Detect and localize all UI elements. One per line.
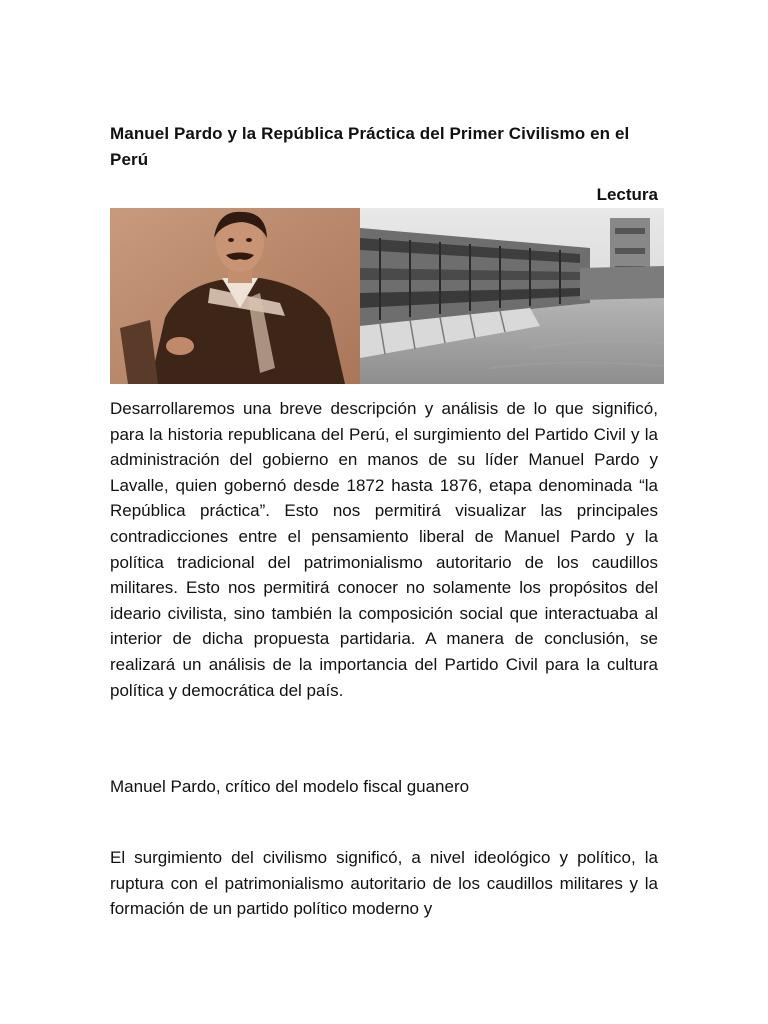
document-title: Manuel Pardo y la República Práctica del Primer Civilismo en el Perú bbox=[110, 124, 630, 169]
header-image-collage bbox=[110, 208, 664, 384]
paragraph-intro: Desarrollaremos una breve descripción y análisis de lo que significó, para la historia republicana del Perú, el surgimiento del Partido Civil y la administración del gobierno en manos de su líder Manuel Pardo y Lavalle, quien gobernó desde 1872 hasta 1876, etapa denominada “la República práctica”. Esto nos permitirá visualizar las principales contradicciones entre el pensamiento liberal de Manuel Pardo y la política tradicional del patrimonialismo autoritario de los caudillos militares. Esto nos permitirá conocer no solamente los propósitos del ideario civilista, sino también la composición social que interactuaba al interior de dicha propuesta partidaria. A manera de conclusión, se realizará un análisis de la importancia del Partido Civil para la cultura política y democrática del país. bbox=[110, 399, 658, 700]
paragraph-civilismo: El surgimiento del civilismo significó, a nivel ideológico y político, la ruptura con el patrimonialismo autoritario de los caudillos militares y la formación de un partido político moderno y bbox=[110, 848, 658, 919]
street-photo bbox=[360, 208, 664, 384]
header-image bbox=[110, 208, 664, 384]
section-label: Lectura bbox=[596, 185, 658, 204]
portrait-photo bbox=[110, 208, 360, 384]
section-subheading: Manuel Pardo, crítico del modelo fiscal guanero bbox=[110, 777, 470, 796]
